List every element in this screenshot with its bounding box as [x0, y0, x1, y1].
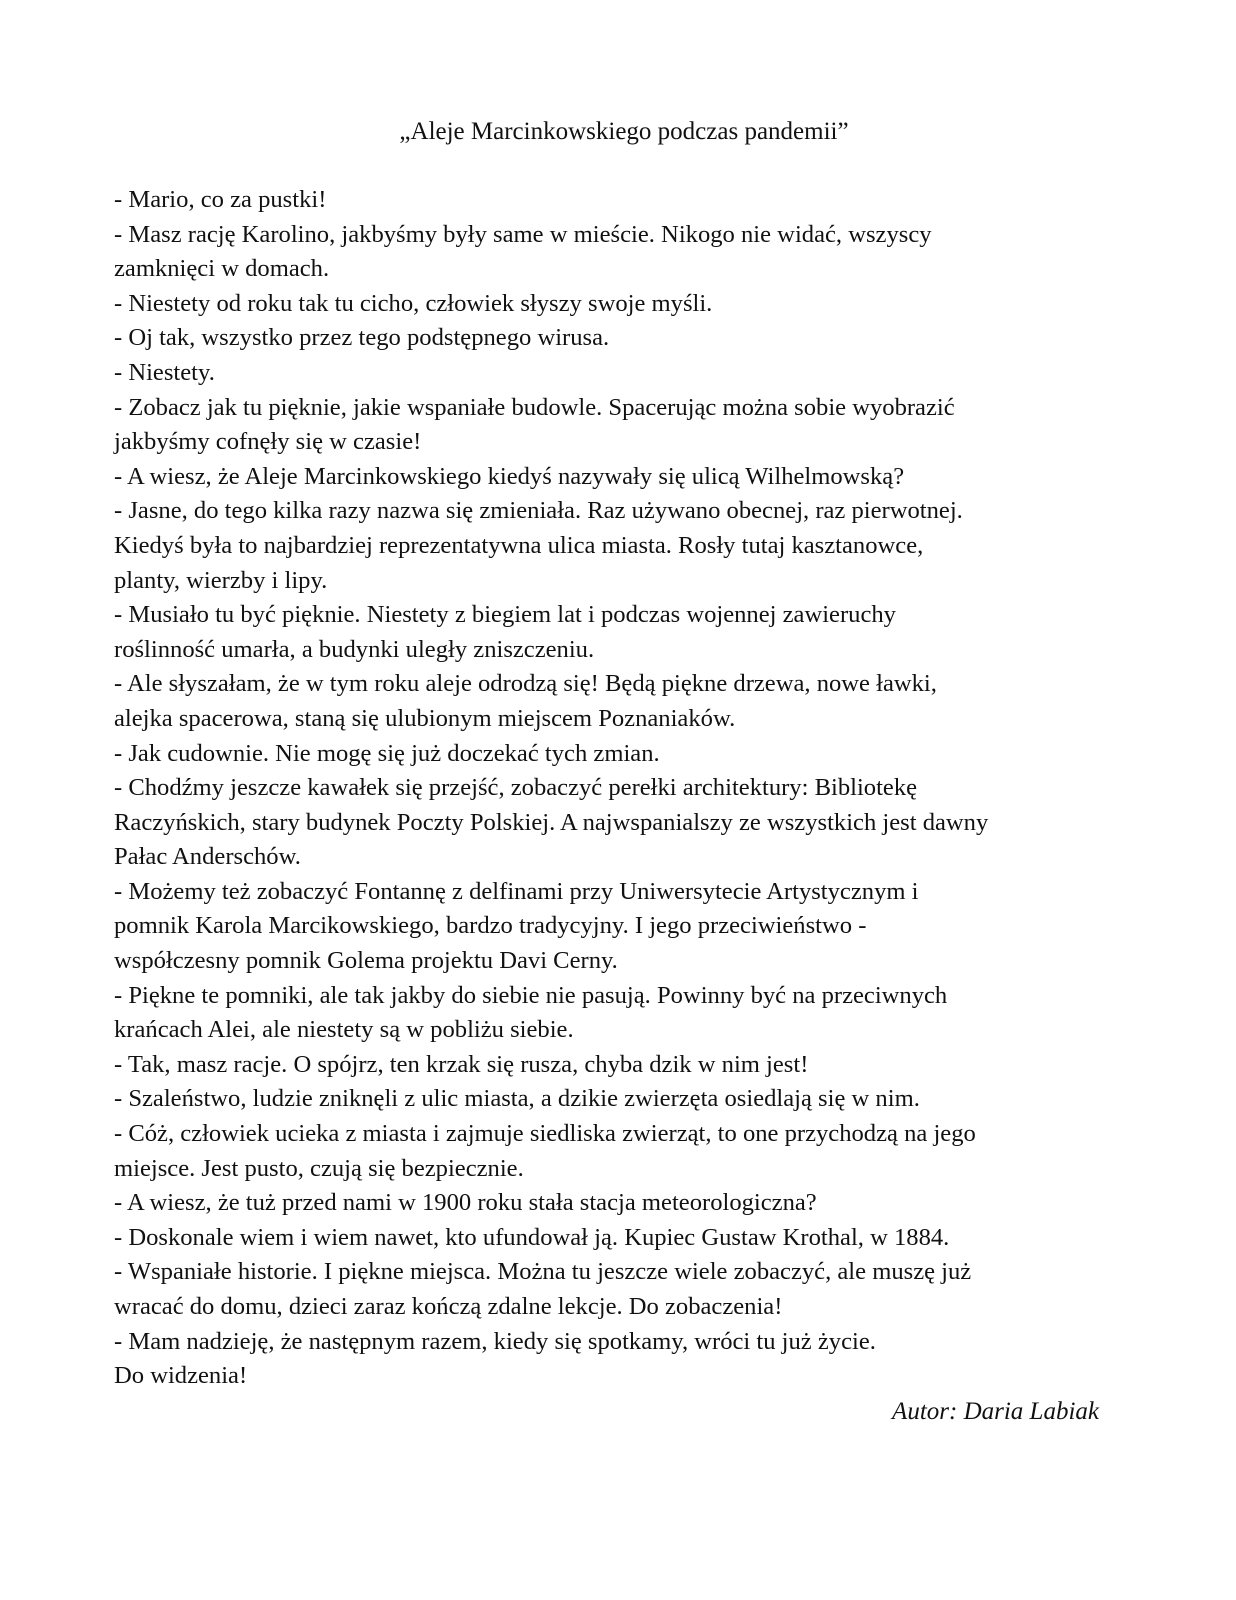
- dialogue-line: Kiedyś była to najbardziej reprezentatywna ulica miasta. Rosły tutaj kasztanowce,: [114, 531, 924, 559]
- dialogue-line: - Doskonale wiem i wiem nawet, kto ufundował ją. Kupiec Gustaw Krothal, w 1884.: [114, 1223, 950, 1251]
- dialogue-line: - Masz rację Karolino, jakbyśmy były same w mieście. Nikogo nie widać, wszyscy: [114, 220, 932, 248]
- dialogue-line: - Jasne, do tego kilka razy nazwa się zmieniała. Raz używano obecnej, raz pierwotnej.: [114, 497, 963, 525]
- dialogue-line: pomnik Karola Marcikowskiego, bardzo tradycyjny. I jego przeciwieństwo -: [114, 912, 867, 940]
- dialogue-line: krańcach Alei, ale niestety są w pobliżu siebie.: [114, 1016, 574, 1044]
- dialogue-text: [114, 183, 1114, 1394]
- dialogue-line: roślinność umarła, a budynki uległy zniszczeniu.: [114, 635, 595, 663]
- dialogue-line: - Jak cudownie. Nie mogę się już doczekać tych zmian.: [114, 739, 660, 767]
- dialogue-line: miejsce. Jest pusto, czują się bezpiecznie.: [114, 1154, 524, 1182]
- dialogue-line: - Zobacz jak tu pięknie, jakie wspaniałe budowle. Spacerując można sobie wyobrazić: [114, 393, 955, 421]
- dialogue-line: - Piękne te pomniki, ale tak jakby do siebie nie pasują. Powinny być na przeciwnych: [114, 981, 948, 1009]
- dialogue-line: alejka spacerowa, staną się ulubionym miejscem Poznaniaków.: [114, 704, 736, 732]
- dialogue-line: - Tak, masz racje. O spójrz, ten krzak się rusza, chyba dzik w nim jest!: [114, 1050, 809, 1078]
- dialogue-line: - Ale słyszałam, że w tym roku aleje odrodzą się! Będą piękne drzewa, nowe ławki,: [114, 670, 937, 698]
- dialogue-line: - Mario, co za pustki!: [114, 186, 327, 213]
- dialogue-line: - Musiało tu być pięknie. Niestety z biegiem lat i podczas wojennej zawieruchy: [114, 601, 896, 629]
- dialogue-line: - Wspaniałe historie. I piękne miejsca. Można tu jeszcze wiele zobaczyć, ale muszę już: [114, 1258, 972, 1286]
- dialogue-line: - Niestety od roku tak tu cicho, człowiek słyszy swoje myśli.: [114, 289, 713, 317]
- document-title: „Aleje Marcinkowskiego podczas pandemii”: [399, 118, 849, 145]
- dialogue-line: - Oj tak, wszystko przez tego podstępnego wirusa.: [114, 324, 610, 352]
- dialogue-line: współczesny pomnik Golema projektu Davi Cerny.: [114, 947, 618, 975]
- dialogue-line: Pałac Anderschów.: [114, 843, 301, 871]
- dialogue-line: - Szaleństwo, ludzie zniknęli z ulic miasta, a dzikie zwierzęta osiedlają się w nim.: [114, 1085, 920, 1113]
- dialogue-line: zamknięci w domach.: [114, 255, 330, 283]
- dialogue-line: wracać do domu, dzieci zaraz kończą zdalne lekcje. Do zobaczenia!: [114, 1293, 783, 1320]
- dialogue-line: - Możemy też zobaczyć Fontannę z delfinami przy Uniwersytecie Artystycznym i: [114, 877, 919, 905]
- dialogue-line: - Cóż, człowiek ucieka z miasta i zajmuje siedliska zwierząt, to one przychodzą na jego: [114, 1120, 976, 1148]
- dialogue-line: - A wiesz, że Aleje Marcinkowskiego kiedyś nazywały się ulicą Wilhelmowską?: [114, 462, 905, 490]
- dialogue-line: - Niestety.: [114, 358, 215, 386]
- dialogue-line: Raczyńskich, stary budynek Poczty Polskiej. A najwspanialszy ze wszystkich jest dawny: [114, 808, 989, 836]
- dialogue-line: planty, wierzby i lipy.: [114, 566, 328, 594]
- dialogue-line: - A wiesz, że tuż przed nami w 1900 roku stała stacja meteorologiczna?: [114, 1189, 817, 1217]
- author-signature: Autor: Daria Labiak: [892, 1398, 1099, 1425]
- dialogue-line: - Chodźmy jeszcze kawałek się przejść, zobaczyć perełki architektury: Bibliotekę: [114, 774, 918, 802]
- dialogue-line: - Mam nadzieję, że następnym razem, kiedy się spotkamy, wróci tu już życie.: [114, 1327, 876, 1355]
- dialogue-line: jakbyśmy cofnęły się w czasie!: [114, 428, 422, 456]
- dialogue-line: Do widzenia!: [114, 1362, 248, 1390]
